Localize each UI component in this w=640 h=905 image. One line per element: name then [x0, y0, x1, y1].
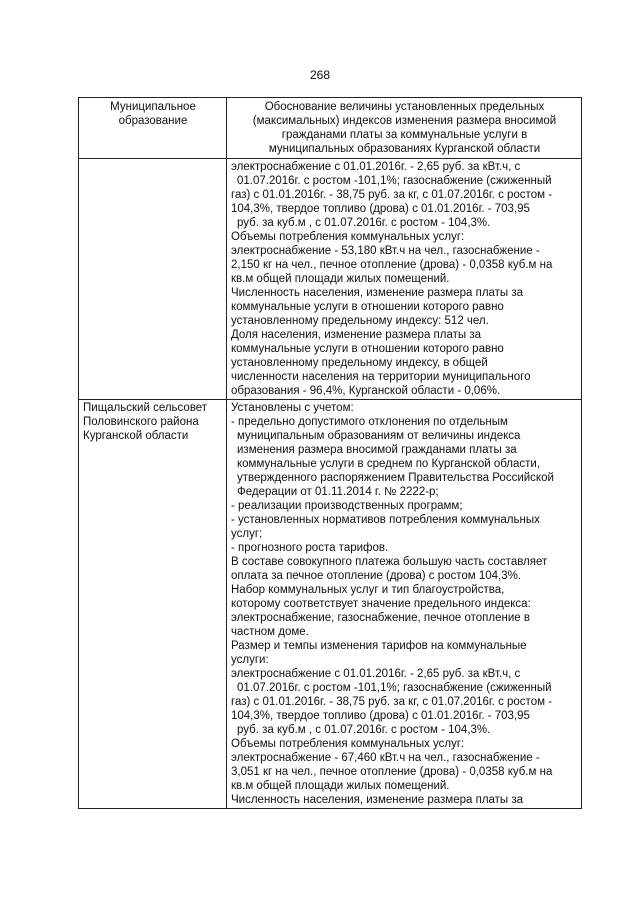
- text-line: коммунальные услуги в отношении которого равно: [231, 301, 504, 313]
- text-line: электроснабжение с 01.01.2016г. - 2,65 руб. за кВт.ч, с: [231, 161, 521, 173]
- text-line: Размер и темпы изменения тарифов на коммунальные: [231, 640, 527, 652]
- table-row: [79, 159, 582, 400]
- text-line: установленному предельному индексу, в общей: [231, 357, 488, 369]
- text-line: которому соответствует значение предельного индекса:: [231, 598, 531, 610]
- text-line: Набор коммунальных услуг и тип благоустройства,: [231, 584, 505, 596]
- text-line: оплата за печное отопление (дрова) с ростом 104,3%.: [231, 570, 522, 582]
- text-line: коммунальные услуги в среднем по Курганской области,: [237, 458, 541, 470]
- text-line: В составе совокупного платежа большую часть составляет: [231, 556, 548, 568]
- table-row: [79, 400, 582, 809]
- text-line: 104,3%, твердое топливо (дрова) с 01.01.2016г. - 703,95: [231, 203, 530, 215]
- municipality-cell-empty: [79, 159, 227, 400]
- text-line: кв.м общей площади жилых помещений.: [231, 273, 450, 285]
- text-line: - реализации производственных программ;: [231, 500, 463, 512]
- text-line: численности населения на территории муниципального: [231, 371, 531, 383]
- text-line: услуг;: [231, 528, 263, 540]
- text-line: Федерации от 01.11.2014 г. № 2222-р;: [237, 486, 439, 498]
- text-line: 01.07.2016г. с ростом -101,1%; газоснабжение (сжиженный: [237, 175, 552, 187]
- page-number: 268: [309, 68, 331, 82]
- header-line: Муниципальное: [110, 101, 196, 113]
- text-line: - установленных нормативов потребления коммунальных: [231, 514, 540, 526]
- justification-cell: [227, 159, 582, 400]
- text-line: Объемы потребления коммунальных услуг:: [231, 231, 465, 243]
- text-line: Установлены с учетом:: [231, 402, 354, 414]
- header-justification: [227, 98, 582, 159]
- text-line: электроснабжение - 53,180 кВт.ч на чел., газоснабжение -: [231, 245, 540, 257]
- municipality-line: Курганской области: [83, 430, 189, 442]
- text-line: изменения размера вносимой гражданами платы за: [237, 444, 517, 456]
- text-line: газ) с 01.01.2016г. - 38,75 руб. за кг, с 01.07.2016г. с ростом -: [231, 189, 553, 201]
- municipality-cell: [79, 400, 227, 809]
- text-line: Объемы потребления коммунальных услуг:: [231, 738, 465, 750]
- text-line: частном доме.: [231, 626, 309, 638]
- text-line: Доля населения, изменение размера платы за: [231, 329, 482, 341]
- text-line: установленному предельному индексу: 512 чел.: [231, 315, 489, 327]
- header-line: муниципальных образованиях Курганской области: [268, 143, 541, 155]
- header-line: Обоснование величины установленных предельных: [264, 101, 545, 113]
- text-line: 01.07.2016г. с ростом -101,1%; газоснабжение (сжиженный: [237, 682, 552, 694]
- text-line: 3,051 кг на чел., печное отопление (дрова) - 0,0358 куб.м на: [231, 766, 553, 778]
- text-line: муниципальным образованиям от величины индекса: [237, 430, 521, 442]
- text-line: образования - 96,4%, Курганской области - 0,06%.: [231, 385, 501, 397]
- text-line: 104,3%, твердое топливо (дрова) с 01.01.2016г. - 703,95: [231, 710, 530, 722]
- text-line: услуги:: [231, 654, 269, 666]
- text-line: электроснабжение с 01.01.2016г. - 2,65 руб. за кВт.ч, с: [231, 668, 521, 680]
- header-line: гражданами платы за коммунальные услуги в: [281, 129, 528, 141]
- text-line: Численность населения, изменение размера платы за: [231, 794, 524, 806]
- text-line: - прогнозного роста тарифов.: [231, 542, 389, 554]
- text-line: - предельно допустимого отклонения по отдельным: [231, 416, 508, 428]
- text-line: газ) с 01.01.2016г. - 38,75 руб. за кг, с 01.07.2016г. с ростом -: [231, 696, 553, 708]
- text-line: электроснабжение - 67,460 кВт.ч на чел., газоснабжение -: [231, 752, 540, 764]
- text-line: руб. за куб.м , с 01.07.2016г. с ростом - 104,3%.: [237, 217, 491, 229]
- header-line: образование: [118, 115, 188, 127]
- text-line: Численность населения, изменение размера платы за: [231, 287, 524, 299]
- justification-cell: [227, 400, 582, 809]
- text-line: электроснабжение, газоснабжение, печное отопление в: [231, 612, 530, 624]
- tariff-table: [78, 97, 582, 809]
- header-line: (максимальных) индексов изменения размера вносимой: [252, 115, 557, 127]
- municipality-line: Пищальский сельсовет: [83, 402, 208, 414]
- municipality-line: Половинского района: [83, 416, 199, 428]
- text-line: кв.м общей площади жилых помещений.: [231, 780, 450, 792]
- text-line: 2,150 кг на чел., печное отопление (дрова) - 0,0358 куб.м на: [231, 259, 553, 271]
- header-municipality: [79, 98, 227, 159]
- text-line: коммунальные услуги в отношении которого равно: [231, 343, 504, 355]
- text-line: утвержденного распоряжением Правительства Российской: [237, 472, 554, 484]
- text-line: руб. за куб.м , с 01.07.2016г. с ростом - 104,3%.: [237, 724, 491, 736]
- table-header-row: [79, 98, 582, 159]
